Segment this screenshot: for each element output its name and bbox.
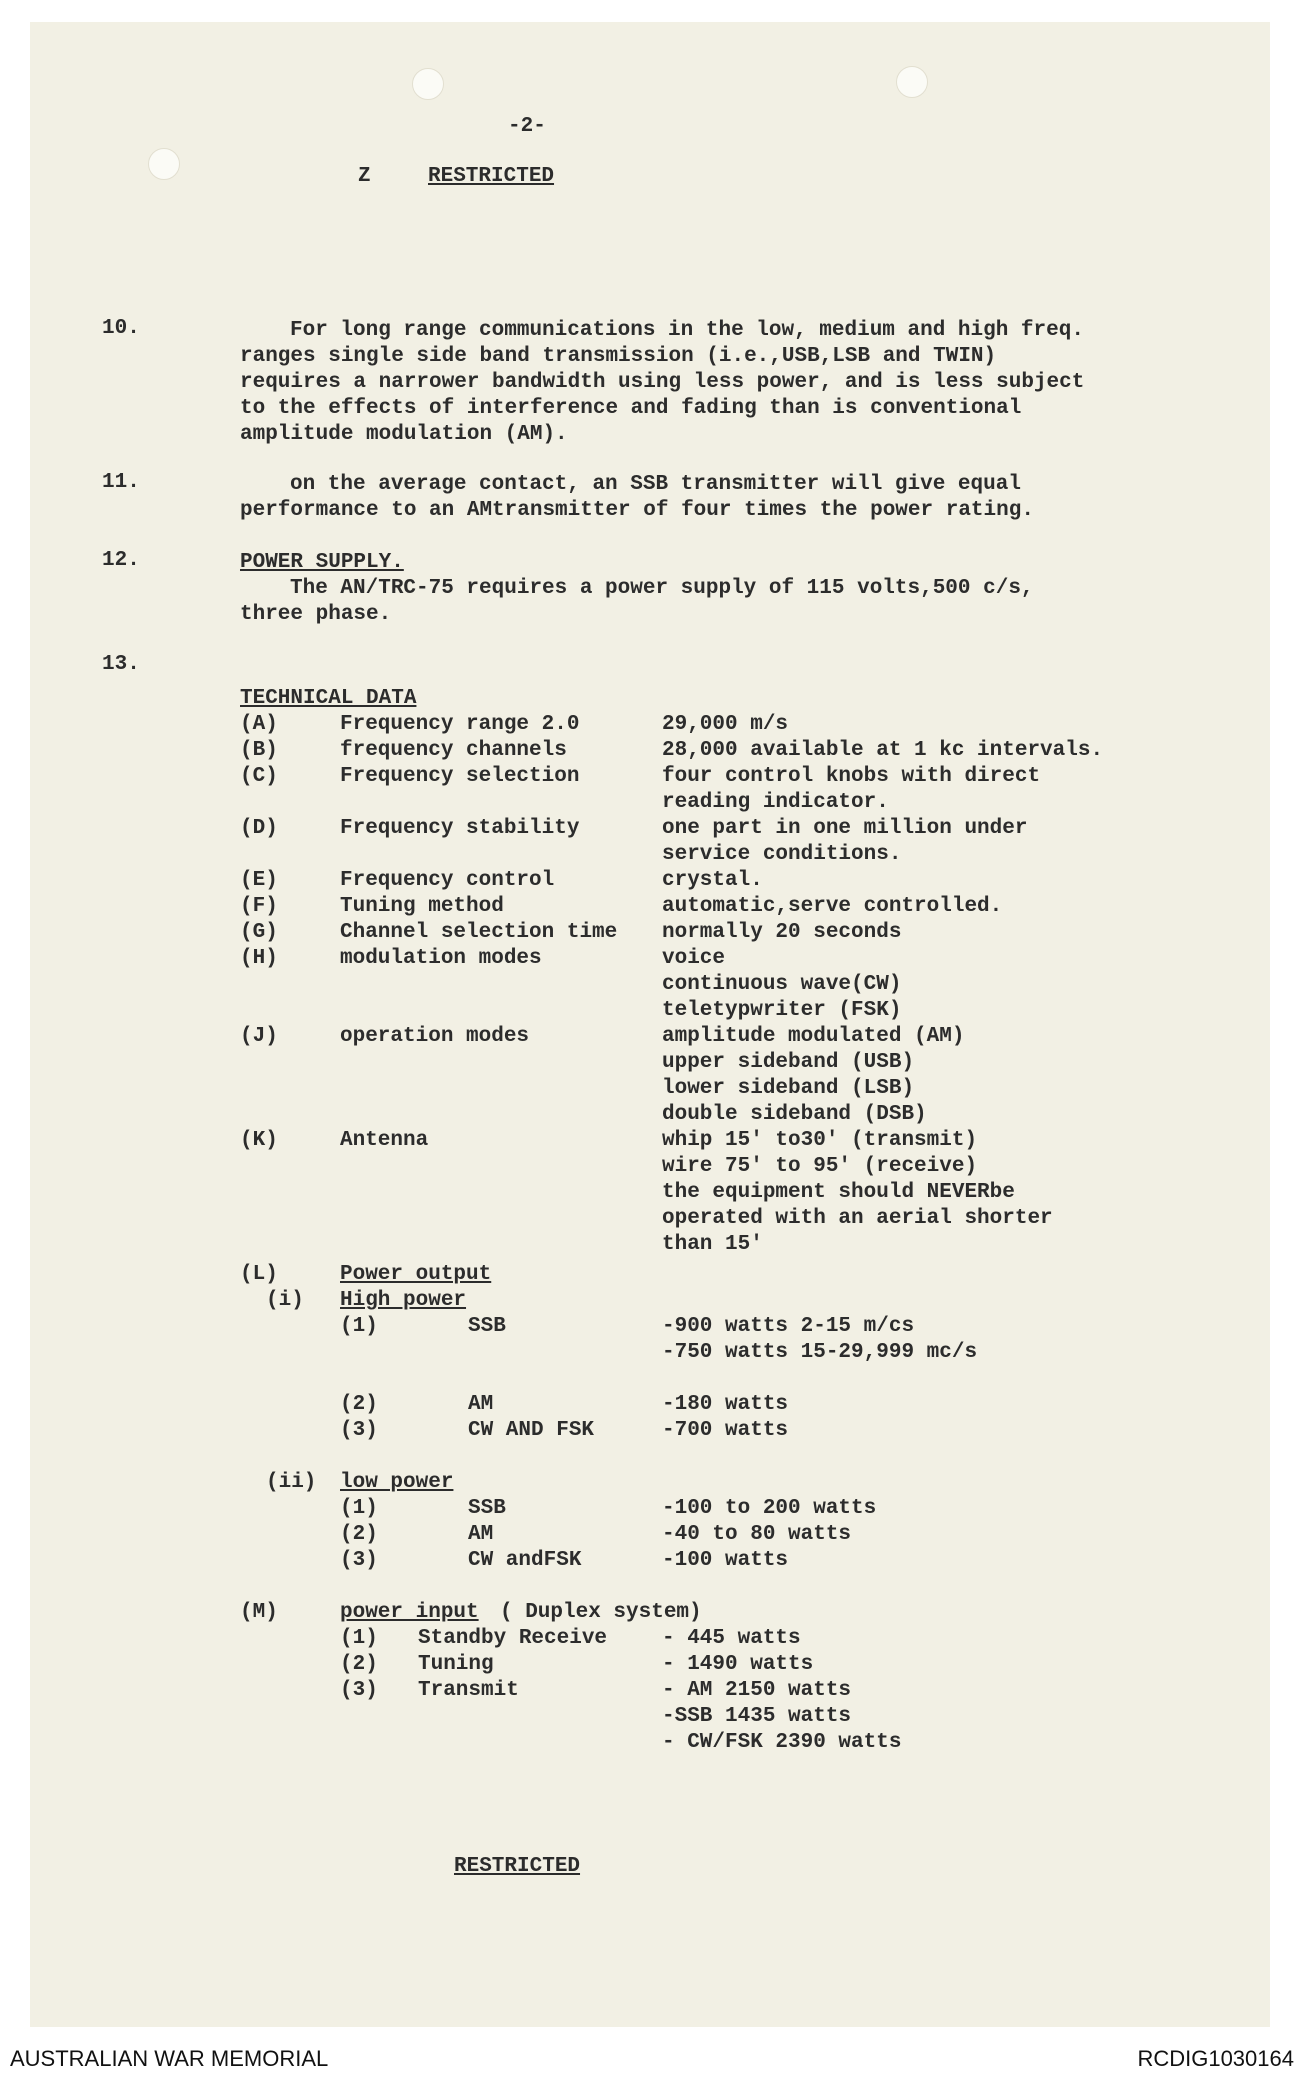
tech-value: 28,000 available at 1 kc intervals.: [662, 739, 1104, 762]
tech-value: four control knobs with direct: [662, 765, 1041, 788]
low-power-label: (ii): [266, 1471, 317, 1494]
technical-data-heading: TECHNICAL DATA: [240, 687, 417, 710]
tech-value: reading indicator.: [662, 791, 889, 814]
tech-value: crystal.: [662, 869, 763, 892]
high-power-value: -700 watts: [662, 1419, 789, 1442]
tech-value: upper sideband (USB): [662, 1051, 915, 1074]
high-power-mode: AM: [468, 1393, 494, 1416]
para-12-number: 12.: [102, 549, 140, 572]
para-10-line: requires a narrower bandwidth using less power, and is less subject: [240, 371, 1085, 394]
tech-value: whip 15' to30' (transmit): [662, 1129, 978, 1152]
tech-value: than 15': [662, 1233, 763, 1256]
high-power-mode: SSB: [468, 1315, 506, 1338]
tech-value: amplitude modulated (AM): [662, 1025, 965, 1048]
para-10-line: amplitude modulation (AM).: [240, 423, 568, 446]
power-input-value: - AM 2150 watts: [662, 1679, 852, 1702]
tech-label: (E): [240, 869, 278, 892]
tech-item: Frequency control: [340, 869, 555, 892]
tech-item: operation modes: [340, 1025, 530, 1048]
high-power-label: (i): [266, 1289, 304, 1312]
tech-value: wire 75' to 95' (receive): [662, 1155, 978, 1178]
tech-item: Frequency selection: [340, 765, 580, 788]
para-10-number: 10.: [102, 317, 140, 340]
tech-item: Channel selection time: [340, 921, 618, 944]
high-power-heading: High power: [340, 1289, 467, 1312]
power-input-num: (1): [340, 1627, 378, 1650]
tech-value: double sideband (DSB): [662, 1103, 927, 1126]
low-power-num: (1): [340, 1497, 378, 1520]
high-power-value: -750 watts 15-29,999 mc/s: [662, 1341, 978, 1364]
high-power-mode: CW AND FSK: [468, 1419, 595, 1442]
para-11-line: on the average contact, an SSB transmitter will give equal: [290, 473, 1021, 496]
tech-label: (A): [240, 713, 278, 736]
low-power-num: (2): [340, 1523, 378, 1546]
power-input-item: Tuning: [418, 1653, 494, 1676]
para-10-line: to the effects of interference and fading than is conventional: [240, 397, 1022, 420]
tech-value: normally 20 seconds: [662, 921, 902, 944]
tech-item: Tuning method: [340, 895, 504, 918]
tech-label: (K): [240, 1129, 278, 1152]
para-11-number: 11.: [102, 471, 140, 494]
tech-label: (C): [240, 765, 278, 788]
high-power-value: -900 watts 2-15 m/cs: [662, 1315, 915, 1338]
low-power-mode: CW andFSK: [468, 1549, 582, 1572]
tech-value: operated with an aerial shorter: [662, 1207, 1053, 1230]
punch-hole: [412, 68, 444, 100]
power-input-item: Standby Receive: [418, 1627, 608, 1650]
power-input-note: ( Duplex system): [500, 1601, 702, 1624]
footer-reference-id: RCDIG1030164: [1137, 2046, 1294, 2071]
tech-item: Frequency range 2.0: [340, 713, 580, 736]
power-input-value: - CW/FSK 2390 watts: [662, 1731, 902, 1754]
power-input-value: -SSB 1435 watts: [662, 1705, 852, 1728]
low-power-mode: SSB: [468, 1497, 506, 1520]
power-input-item: Transmit: [418, 1679, 519, 1702]
para-13-number: 13.: [102, 653, 140, 676]
tech-label: (J): [240, 1025, 278, 1048]
tech-value: lower sideband (LSB): [662, 1077, 915, 1100]
low-power-value: -100 to 200 watts: [662, 1497, 877, 1520]
para-12-line: The AN/TRC-75 requires a power supply of 115 volts,500 c/s,: [290, 577, 1034, 600]
tech-value: the equipment should NEVERbe: [662, 1181, 1015, 1204]
tech-label: (H): [240, 947, 278, 970]
tech-item: Antenna: [340, 1129, 429, 1152]
high-power-num: (3): [340, 1419, 378, 1442]
low-power-value: -100 watts: [662, 1549, 789, 1572]
tech-value: teletypwriter (FSK): [662, 999, 902, 1022]
tech-label: (F): [240, 895, 278, 918]
page-number: -2-: [508, 115, 546, 138]
header-mark: Z: [358, 165, 371, 188]
low-power-mode: AM: [468, 1523, 494, 1546]
power-input-value: - 1490 watts: [662, 1653, 814, 1676]
tech-label: (B): [240, 739, 278, 762]
power-input-num: (3): [340, 1679, 378, 1702]
tech-value: service conditions.: [662, 843, 902, 866]
low-power-num: (3): [340, 1549, 378, 1572]
tech-item: frequency channels: [340, 739, 567, 762]
tech-item: modulation modes: [340, 947, 542, 970]
power-supply-heading: POWER SUPPLY.: [240, 551, 404, 574]
tech-label: (D): [240, 817, 278, 840]
power-input-label: (M): [240, 1601, 278, 1624]
punch-hole: [896, 66, 928, 98]
para-12-line: three phase.: [240, 603, 392, 626]
tech-label: (G): [240, 921, 278, 944]
high-power-num: (1): [340, 1315, 378, 1338]
power-output-heading: Power output: [340, 1263, 492, 1286]
power-input-heading: power input: [340, 1601, 479, 1624]
punch-hole: [148, 148, 180, 180]
tech-value: automatic,serve controlled.: [662, 895, 1003, 918]
para-11-line: performance to an AMtransmitter of four times the power rating.: [240, 499, 1034, 522]
power-input-value: - 445 watts: [662, 1627, 801, 1650]
tech-value: one part in one million under: [662, 817, 1028, 840]
document-page: [30, 22, 1270, 2027]
tech-item: Frequency stability: [340, 817, 580, 840]
tech-value: 29,000 m/s: [662, 713, 789, 736]
classification-top: RESTRICTED: [428, 165, 555, 188]
low-power-heading: low power: [340, 1471, 454, 1494]
tech-value: continuous wave(CW): [662, 973, 902, 996]
para-10-line: ranges single side band transmission (i.e.,USB,LSB and TWIN): [240, 345, 997, 368]
footer-source: AUSTRALIAN WAR MEMORIAL: [10, 2046, 329, 2071]
tech-value: voice: [662, 947, 726, 970]
classification-bottom: RESTRICTED: [454, 1855, 581, 1878]
low-power-value: -40 to 80 watts: [662, 1523, 852, 1546]
high-power-value: -180 watts: [662, 1393, 789, 1416]
power-input-num: (2): [340, 1653, 378, 1676]
power-output-label: (L): [240, 1263, 278, 1286]
para-10-line: For long range communications in the low, medium and high freq.: [290, 319, 1084, 342]
high-power-num: (2): [340, 1393, 378, 1416]
